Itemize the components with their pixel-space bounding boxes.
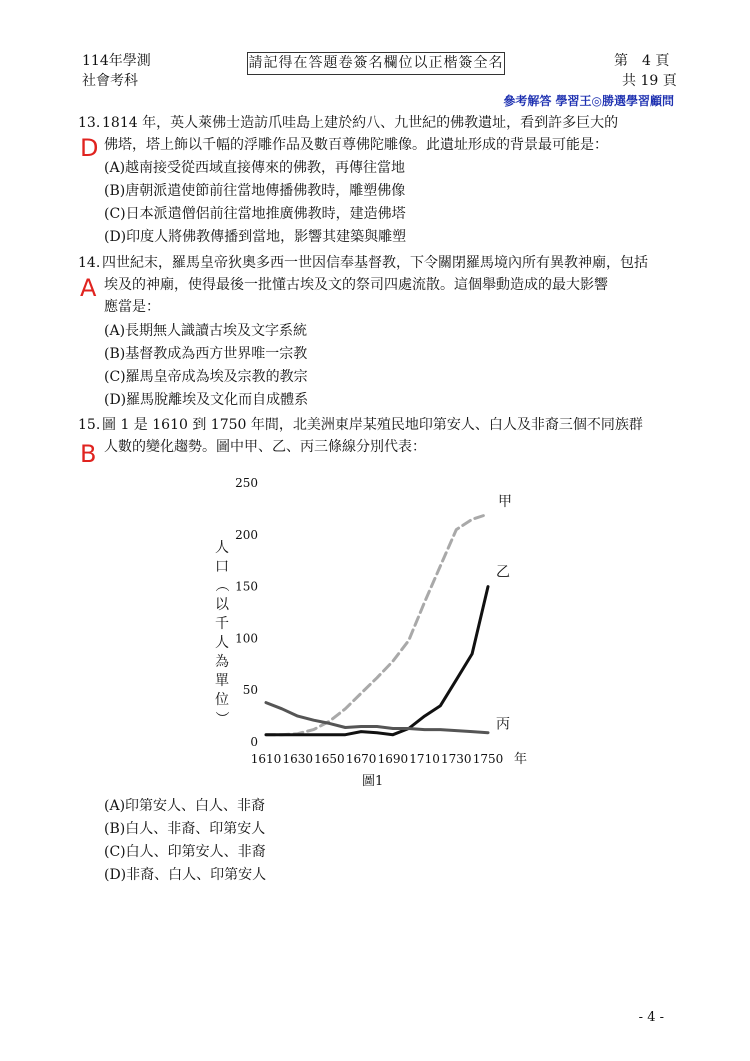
sign-reminder-title: 請記得在答題卷簽名欄位以正楷簽全名 bbox=[247, 52, 505, 75]
y-axis-label-char: 為 bbox=[215, 654, 229, 670]
question-text-line: 佛塔，塔上飾以千幅的浮雕作品及數百尊佛陀雕像。此遺址形成的背景最可能是： bbox=[104, 137, 608, 153]
series-line-乙 bbox=[266, 587, 488, 735]
y-axis-label-char: 以 bbox=[215, 597, 229, 613]
series-label: 乙 bbox=[496, 564, 510, 581]
question-text-line: 人數的變化趨勢。圖中甲、乙、丙三條線分別代表： bbox=[104, 439, 426, 455]
x-tick-label: 1730 bbox=[441, 752, 472, 766]
option-d: (D)印度人將佛教傳播到當地，影響其建築與雕塑 bbox=[104, 229, 407, 245]
option-b: (B)基督教成為西方世界唯一宗教 bbox=[104, 346, 308, 362]
series-line-甲 bbox=[266, 514, 488, 735]
page-indicator: 第 4 頁 bbox=[614, 53, 670, 69]
y-axis-label-char: 位 bbox=[215, 692, 229, 708]
series-label: 甲 bbox=[498, 494, 512, 511]
answer-mark: B bbox=[80, 440, 97, 468]
question-text-line: 四世紀末，羅馬皇帝狄奧多西一世因信奉基督教，下令關閉羅馬境內所有異教神廟，包括 bbox=[102, 255, 648, 271]
y-axis-label-char: 人 bbox=[215, 635, 229, 651]
series-line-丙 bbox=[266, 703, 488, 733]
option-a: (A)越南接受從西域直接傳來的佛教，再傳往當地 bbox=[104, 160, 406, 176]
x-axis-label: 年 bbox=[514, 752, 528, 767]
figure-caption: 圖1 bbox=[362, 774, 384, 789]
series-label: 丙 bbox=[496, 716, 510, 733]
y-axis-label-char: 單 bbox=[215, 673, 229, 689]
y-axis-label-char: 人 bbox=[215, 540, 229, 556]
y-tick-label: 100 bbox=[235, 631, 258, 646]
x-tick-label: 1610 bbox=[250, 752, 282, 766]
x-tick-label: 1630 bbox=[282, 752, 313, 766]
question-text-line: 1814 年，英人萊佛士造訪爪哇島上建於約八、九世紀的佛教遺址，看到許多巨大的 bbox=[102, 115, 619, 131]
x-tick-label: 1750 bbox=[472, 752, 504, 766]
answer-mark: D bbox=[80, 134, 99, 162]
question-text-line: 埃及的神廟，使得最後一批懂古埃及文的祭司四處流散。這個舉動造成的最大影響 bbox=[104, 277, 608, 293]
option-a: (A)長期無人識讀古埃及文字系統 bbox=[104, 323, 308, 339]
answer-mark: A bbox=[80, 274, 97, 302]
exam-year: 114年學測 bbox=[82, 53, 151, 69]
option-d: (D)羅馬脫離埃及文化而自成體系 bbox=[104, 392, 309, 408]
option-c: (C)日本派遣僧侶前往當地推廣佛教時，建造佛塔 bbox=[104, 206, 406, 222]
option-b: (B)唐朝派遣使節前往當地傳播佛教時，雕塑佛像 bbox=[104, 183, 406, 199]
y-tick-label: 200 bbox=[235, 527, 258, 542]
x-tick-label: 1710 bbox=[409, 752, 440, 766]
question-number: 15. bbox=[78, 417, 101, 433]
question-number: 13. bbox=[78, 115, 101, 131]
question-text-line: 圖 1 是 1610 到 1750 年間，北美洲東岸某殖民地印第安人、白人及非裔三個不同族群 bbox=[102, 417, 643, 433]
x-tick-label: 1650 bbox=[314, 752, 345, 766]
total-pages: 共 19 頁 bbox=[622, 73, 677, 89]
option-d: (D)非裔、白人、印第安人 bbox=[104, 867, 267, 883]
option-c: (C)羅馬皇帝成為埃及宗教的教宗 bbox=[104, 369, 308, 385]
y-axis-label-char: ） bbox=[213, 711, 229, 725]
y-tick-label: 0 bbox=[250, 735, 258, 749]
option-b: (B)白人、非裔、印第安人 bbox=[104, 821, 266, 837]
x-tick-label: 1670 bbox=[345, 752, 377, 766]
exam-subject: 社會考科 bbox=[82, 73, 138, 89]
y-axis-label-char: 千 bbox=[215, 616, 229, 632]
y-tick-label: 250 bbox=[235, 476, 258, 490]
option-c: (C)白人、印第安人、非裔 bbox=[104, 844, 266, 860]
y-axis-label-char: （ bbox=[213, 578, 229, 592]
page-number: - 4 - bbox=[638, 1010, 664, 1025]
y-tick-label: 150 bbox=[235, 579, 258, 594]
y-axis-label-char: 口 bbox=[215, 559, 229, 575]
reference-answer-note: 參考解答 學習王◎勝選學習顧問 bbox=[503, 94, 674, 108]
question-number: 14. bbox=[78, 255, 101, 271]
x-tick-label: 1690 bbox=[377, 752, 409, 766]
question-text-line: 應當是： bbox=[104, 299, 160, 315]
option-a: (A)印第安人、白人、非裔 bbox=[104, 798, 266, 814]
y-tick-label: 50 bbox=[242, 683, 258, 698]
